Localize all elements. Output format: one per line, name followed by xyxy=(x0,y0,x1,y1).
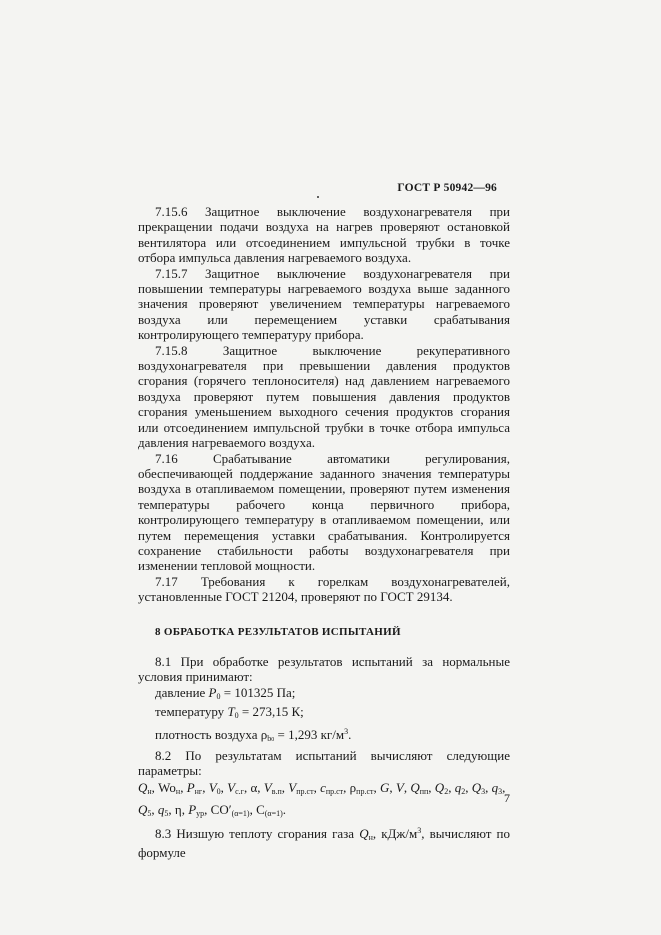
paragraph-7-15-7: 7.15.7 Защитное выключение воздухонагревателя при повышении температуры нагреваемого воздуха выше заданного значения проверяют увеличением температуры нагреваемого воздуха или перемещением уставки срабатывания контролирующего температуру прибора. xyxy=(138,265,510,343)
paragraph-8-2: 8.2 По результатам испытаний вычисляют следующие параметры: xyxy=(138,748,510,779)
condition-density-value: = 1,293 кг/м xyxy=(277,726,345,742)
document-header: ГОСТ Р 50942—96 xyxy=(397,182,497,194)
page-number: 7 xyxy=(504,791,510,805)
condition-pressure-value: = 101325 Па; xyxy=(223,684,296,700)
paragraph-7-16: 7.16 Срабатывание автоматики регулирования, обеспечивающей поддержание заданного значения температуры воздуха в отапливаемом помещении, проверяют путем изменения температуры рабочего конца первичного прибора, контролирующего температуру в отапливаемом помещении, или путем перемещения уставки срабатывания. Контролируется сохранение стабильности работы воздухонагревателя при изменении тепловой мощности. xyxy=(138,450,510,574)
condition-pressure-label: давление xyxy=(155,684,206,700)
paragraph-8-3-part-a: 8.3 Низшую теплоту сгорания газа xyxy=(155,825,355,841)
stray-dot xyxy=(317,196,319,198)
paragraph-8-3-part-c: , вычисляют по формуле xyxy=(138,825,510,861)
condition-density-label: плотность воздуха ρ xyxy=(155,726,268,742)
condition-pressure: давление $P_0 = 101325$ Па; xyxy=(155,684,296,701)
condition-temperature: температуру $T_0 = 273,15$ К; xyxy=(155,704,304,721)
paragraph-8-1: 8.1 При обработке результатов испытаний за нормальные условия принимают: xyxy=(138,653,510,685)
condition-temperature-value: = 273,15 К; xyxy=(241,704,304,720)
condition-temperature-label: температуру xyxy=(155,704,225,720)
condition-density: плотность воздуха $\rho_{b0} = 1,293$ $кг/м^3$. xyxy=(155,726,352,743)
parameter-list: $Q_н$, $Wo_н$, $P_{нг}$, $V_0$, $V_{с.г}$, α, $V_{в.п}$, $V_{пр.ст}$, $c_{пр.ст}$, $\rho_{пр.ст}$, G, V, $Q_{пп}$, $Q_2$, $q_2$, $Q_3$, $q_3$, $Q_5$, $q_5$, η, $P_{ур}$, $CO'_{(\alpha=1)}$, $C_{(\alpha=1)}$. xyxy=(138,779,506,818)
paragraph-7-15-6: 7.15.6 Защитное выключение воздухонагревателя при прекращении подачи воздуха на нагрев проверяют остановкой вентилятора или отсоединением импульсной трубки в точке отбора импульса давления нагреваемого воздуха. xyxy=(138,204,510,266)
paragraph-7-17: 7.17 Требования к горелкам воздухонагревателей, установленные ГОСТ 21204, проверяют по ГОСТ 29134. xyxy=(138,573,510,605)
paragraph-8-3-part-b: , кДж/м xyxy=(372,825,418,841)
paragraph-8-3: 8.3 Низшую теплоту сгорания газа $Q_н$, кДж/$м^3$, вычисляют по формуле xyxy=(138,825,510,861)
document-body xyxy=(138,204,510,861)
paragraph-7-15-8: 7.15.8 Защитное выключение рекуперативного воздухонагревателя при превышении давления продуктов сгорания (горячего теплоносителя) над давлением нагреваемого воздуха проверяют путем повышения давления продуктов сгорания уменьшением выходного сечения продуктов сгорания или отсоединением импульсной трубки в точке отбора импульса давления нагреваемого воздуха. xyxy=(138,342,510,451)
section-heading: 8 ОБРАБОТКА РЕЗУЛЬТАТОВ ИСПЫТАНИЙ xyxy=(155,625,401,638)
